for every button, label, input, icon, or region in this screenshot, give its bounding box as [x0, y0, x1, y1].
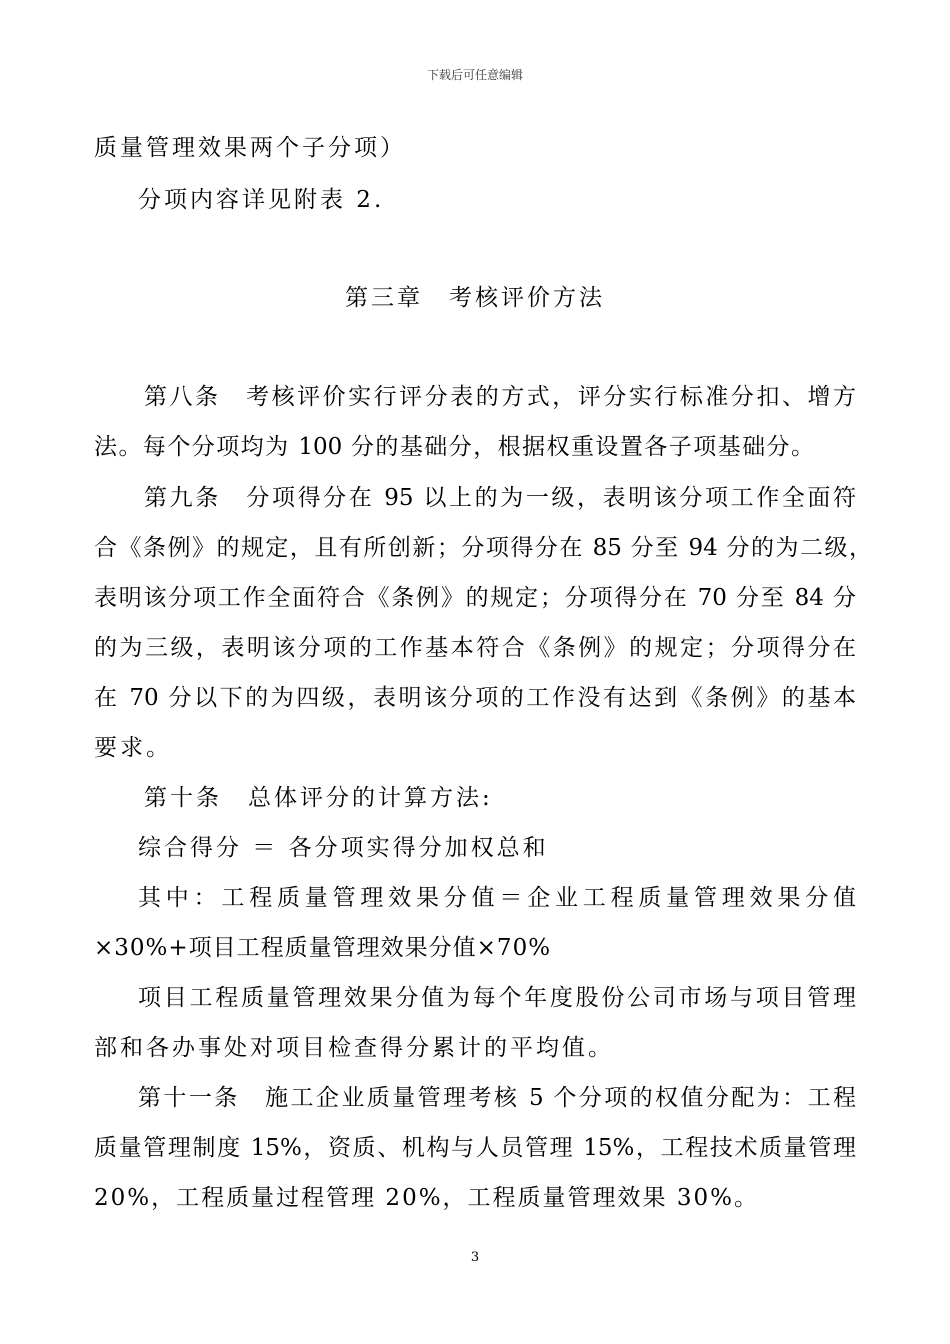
page-number: 3: [470, 1250, 480, 1265]
article-11-line-2: 质量管理制度 15%，资质、机构与人员管理 15%，工程技术质量管理: [94, 1135, 856, 1161]
article-9-line-1: 第九条 分项得分在 95 以上的为一级，表明该分项工作全面符: [144, 485, 856, 511]
article-11-line-3: 20%，工程质量过程管理 20%，工程质量管理效果 30%。: [94, 1185, 759, 1211]
article-9-line-3: 表明该分项工作全面符合《条例》的规定；分项得分在 70 分至 84 分: [94, 585, 856, 611]
article-10-heading: 第十条 总体评分的计算方法:: [144, 785, 493, 811]
formula-detail-line-1: 其中：工程质量管理效果分值＝企业工程质量管理效果分值: [138, 885, 856, 911]
page-header: 下载后可任意编辑: [426, 68, 523, 82]
article-9-line-6: 要求。: [94, 735, 172, 761]
paragraph-line: 项目工程质量管理效果分值为每个年度股份公司市场与项目管理: [138, 985, 856, 1011]
paragraph-line: 分项内容详见附表 2.: [138, 187, 385, 213]
formula-line: 综合得分 ＝ 各分项实得分加权总和: [138, 835, 549, 861]
paragraph-line: 部和各办事处对项目检查得分累计的平均值。: [94, 1035, 614, 1061]
article-9-line-4: 的为三级，表明该分项的工作基本符合《条例》的规定；分项得分在: [94, 635, 856, 661]
article-9-line-2: 合《条例》的规定，且有所创新；分项得分在 85 分至 94 分的为二级，: [94, 535, 872, 561]
formula-detail-line-2: ×30%+项目工程质量管理效果分值×70%: [94, 935, 552, 961]
chapter-title: 第三章 考核评价方法: [345, 285, 605, 311]
paragraph-line: 质量管理效果两个子分项）: [94, 135, 406, 161]
article-8-line-2: 法。每个分项均为 100 分的基础分，根据权重设置各子项基础分。: [94, 434, 814, 460]
article-8-line-1: 第八条 考核评价实行评分表的方式，评分实行标准分扣、增方: [144, 384, 856, 410]
article-11-line-1: 第十一条 施工企业质量管理考核 5 个分项的权值分配为：工程: [138, 1085, 856, 1111]
article-9-line-5: 在 70 分以下的为四级，表明该分项的工作没有达到《条例》的基本: [94, 685, 856, 711]
